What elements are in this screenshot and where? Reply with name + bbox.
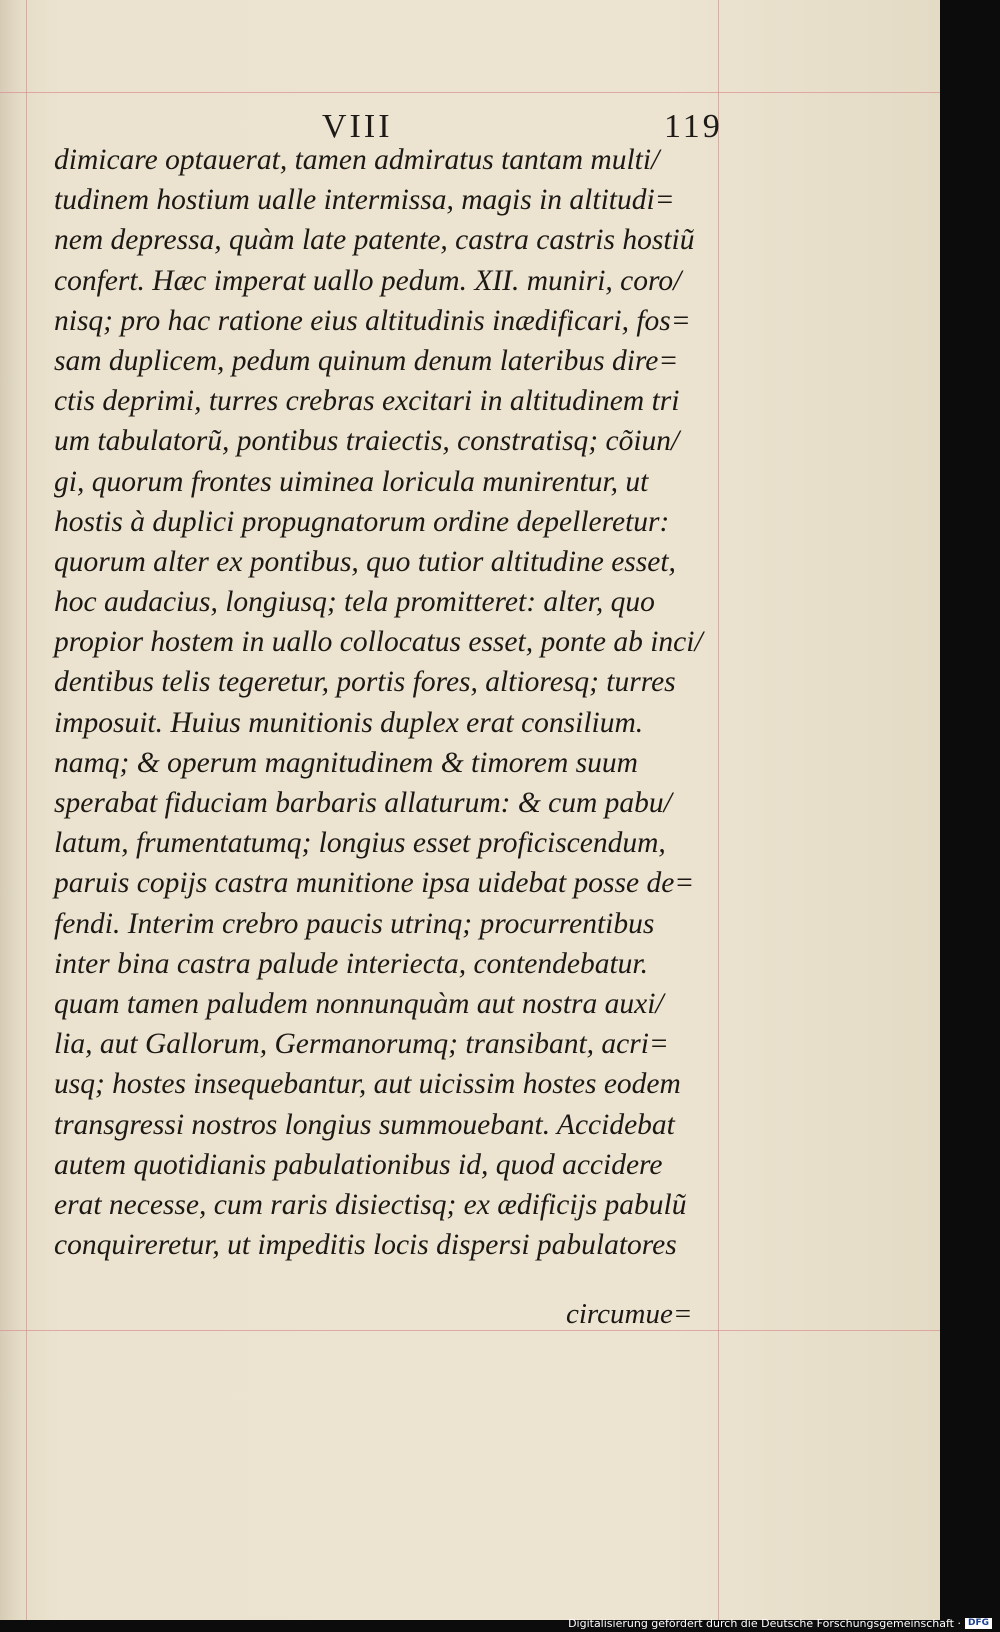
- digitization-credit: [568, 1617, 992, 1630]
- margin-rule-left: [26, 0, 27, 1620]
- text-line: quorum alter ex pontibus, quo tutior altitudine esset,: [54, 545, 676, 578]
- text-line: hostis à duplici propugnatorum ordine depelleretur:: [54, 505, 670, 538]
- margin-rule-right: [718, 0, 719, 1620]
- text-line: imposuit. Huius munitionis duplex erat consilium.: [54, 706, 644, 739]
- margin-rule-top: [0, 92, 940, 93]
- text-line: transgressi nostros longius summouebant. Accidebat: [54, 1108, 675, 1141]
- text-line: latum, frumentatumq; longius esset proficiscendum,: [54, 827, 666, 860]
- text-line: propior hostem in uallo collocatus esset, ponte ab inci/: [54, 626, 703, 659]
- text-line: erat necesse, cum raris disiectisq; ex ædificijs pabulũ: [54, 1188, 687, 1221]
- text-line: sperabat fiduciam barbaris allaturum: & cum pabu/: [54, 787, 672, 819]
- text-line: hoc audacius, longiusq; tela promitteret: alter, quo: [54, 586, 655, 619]
- text-line: autem quotidianis pabulationibus id, quod accidere: [54, 1148, 663, 1181]
- text-line: conquireretur, ut impeditis locis dispersi pabulatores: [54, 1229, 677, 1262]
- credit-text: Digitalisierung gefördert durch die Deutsche Forschungsgemeinschaft ·: [568, 1617, 961, 1630]
- text-line: usq; hostes insequebantur, aut uicissim hostes eodem: [54, 1068, 681, 1101]
- text-line: dimicare optauerat, tamen admiratus tantam multi/: [54, 144, 660, 176]
- text-line: confert. Hæc imperat uallo pedum. XII. muniri, coro/: [54, 264, 682, 297]
- text-line: lia, aut Gallorum, Germanorumq; transibant, acri=: [54, 1028, 669, 1061]
- text-line: sam duplicem, pedum quinum denum lateribus dire=: [54, 344, 679, 377]
- text-line: quam tamen paludem nonnunquàm aut nostra auxi/: [54, 987, 664, 1020]
- text-line: paruis copijs castra munitione ipsa uidebat posse de=: [54, 867, 695, 900]
- text-line: namq; & operum magnitudinem & timorem suum: [54, 746, 638, 779]
- text-line: fendi. Interim crebro paucis utrinq; procurrentibus: [54, 907, 655, 940]
- body-text: [54, 140, 714, 1265]
- chapter-heading: VIII: [322, 108, 393, 145]
- text-line: nem depressa, quàm late patente, castra castris hostiũ: [54, 224, 695, 257]
- text-line: nisq; pro hac ratione eius altitudinis inædificari, fos=: [54, 304, 691, 337]
- text-line: gi, quorum frontes uiminea loricula munirentur, ut: [54, 465, 649, 498]
- text-line: ctis deprimi, turres crebras excitari in altitudinem tri: [54, 385, 680, 418]
- catchword: circumue=: [566, 1298, 693, 1330]
- text-line: inter bina castra palude interiecta, contendebatur.: [54, 947, 649, 980]
- page-number: 119: [664, 108, 723, 145]
- margin-rule-bottom: [0, 1330, 940, 1331]
- dfg-logo: DFG: [965, 1618, 992, 1629]
- text-line: um tabulatorũ, pontibus traiectis, constratisq; cõiun/: [54, 425, 680, 458]
- text-line: dentibus telis tegeretur, portis fores, altioresq; turres: [54, 666, 676, 699]
- text-line: tudinem hostium ualle intermissa, magis in altitudi=: [54, 184, 675, 217]
